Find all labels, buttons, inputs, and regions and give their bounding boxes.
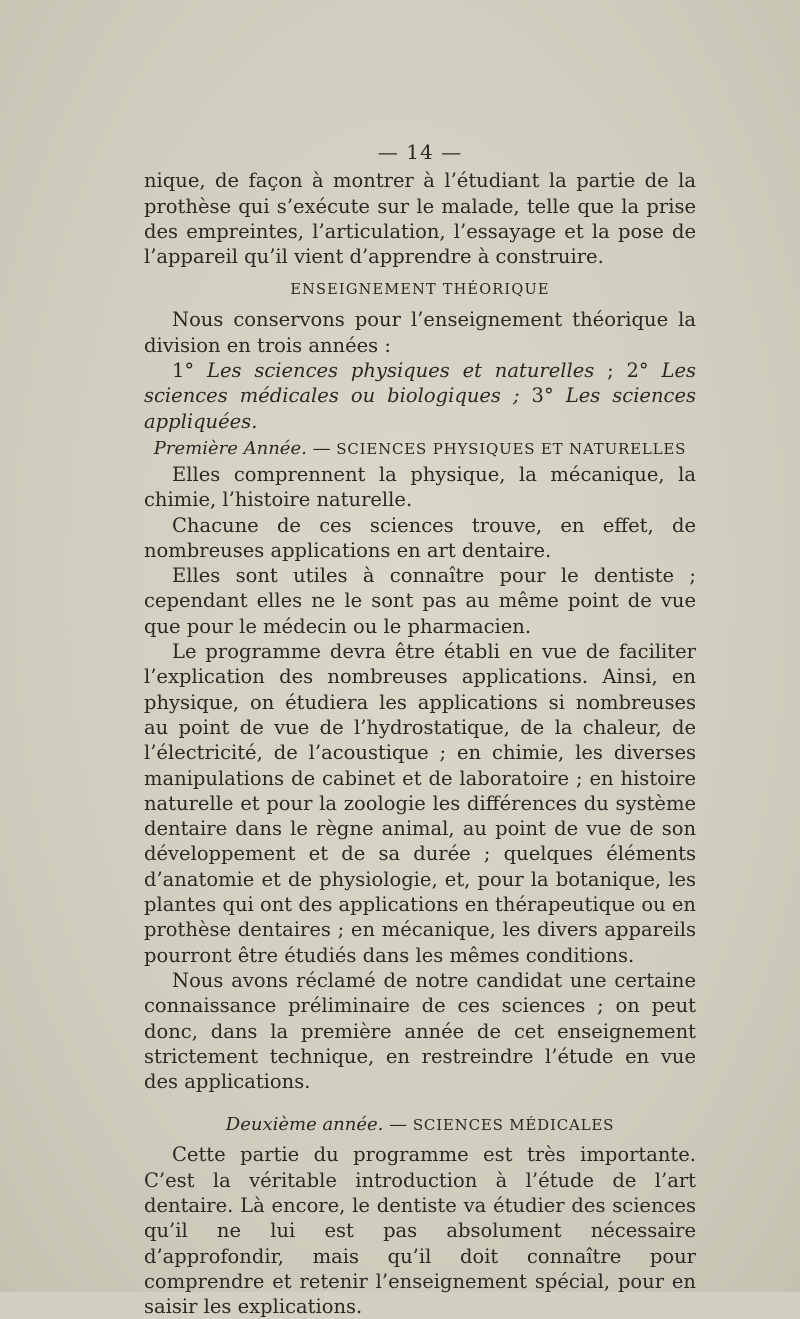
list-item-1: Les sciences physiques et naturelles — [207, 359, 595, 383]
paragraph-utiles: Elles sont utiles à connaître pour le dentiste ; cependant elles ne le sont pas au même point de vue que pour le médecin ou le pharmacien. — [144, 564, 696, 638]
subheading-first-year — [144, 436, 696, 462]
paragraph-programme: Le programme devra être établi en vue de faciliter l’explication des nombreuses applications. Ainsi, en physique, on étudiera les applications si nombreuses au point de vue de l’hydrostatique, de la chaleur, de l’électricité, de l’acoustique ; en chimie, les diverses manipulations de cabinet et de laboratoire ; en histoire naturelle et pour la zoologie les différences du système dentaire dans le règne animal, au point de vue de son développement et de sa durée ; quelques éléments d’anatomie et de physiologie, et, pour la botanique, les plantes qui ont des applications en thérapeutique ou en prothèse dentaires ; en mécanique, les divers appareils pourront être étudiés dans les mêmes conditions. — [144, 640, 696, 967]
subheading-first-year-title: Première Année. — [153, 437, 307, 459]
paragraph-chacune: Chacune de ces sciences trouve, en effet, de nombreuses applications en art dentaire. — [144, 513, 696, 562]
list-separator: ; — [594, 359, 627, 383]
page-number: — 14 — — [377, 140, 463, 164]
subheading-first-year-subject: SCIENCES PHYSIQUES ET NATURELLES — [336, 439, 687, 458]
paragraph-reclame: Nous avons réclamé de notre candidat une certaine connaissance préliminaire de ces sciences ; on peut donc, dans la première année de cet enseignement strictement technique, en restreindre l’étude en vue des applications. — [144, 968, 696, 1094]
paragraph-intro: nique, de façon à montrer à l’étudiant la partie de la prothèse qui s’exécute sur le malade, telle que la prise des empreintes, l’articulation, l’essayage et la pose de l’appareil qu’il vient d’apprendre à construire. — [144, 169, 696, 269]
subheading-second-year — [144, 1112, 696, 1138]
paragraph-list — [144, 358, 696, 434]
subheading-second-year-dash: — — [383, 1114, 413, 1136]
section-heading-theory: ENSEIGNEMENT THÉORIQUE — [290, 282, 550, 299]
subheading-second-year-title: Deuxième année. — [225, 1114, 384, 1136]
list-number-2: 2° — [626, 359, 649, 383]
paragraph-division: Nous conservons pour l’enseignement théorique la division en trois années : — [144, 308, 696, 357]
page-text — [144, 140, 696, 1319]
list-item-2: Les sciences médicales ou biologiques ; — [144, 359, 696, 408]
subheading-first-year-dash: — — [306, 437, 337, 459]
list-number-1: 1° — [172, 359, 195, 383]
list-number-3: 3° — [519, 384, 554, 408]
subheading-second-year-subject: SCIENCES MÉDICALES — [412, 1116, 615, 1135]
paragraph-elles: Elles comprennent la physique, la mécanique, la chimie, l’histoire naturelle. — [144, 462, 696, 512]
list-item-3: Les sciences appliquées. — [144, 384, 697, 433]
paragraph-cette: Cette partie du programme est très importante. C’est la véritable introduction à l’étude de l’art dentaire. Là encore, le dentiste va étudier des sciences qu’il ne lui est pas absolument nécessaire d’approfondir, mais qu’il doit connaître pour comprendre et retenir l’enseignement spécial, pour en saisir les explications. — [144, 1143, 696, 1319]
